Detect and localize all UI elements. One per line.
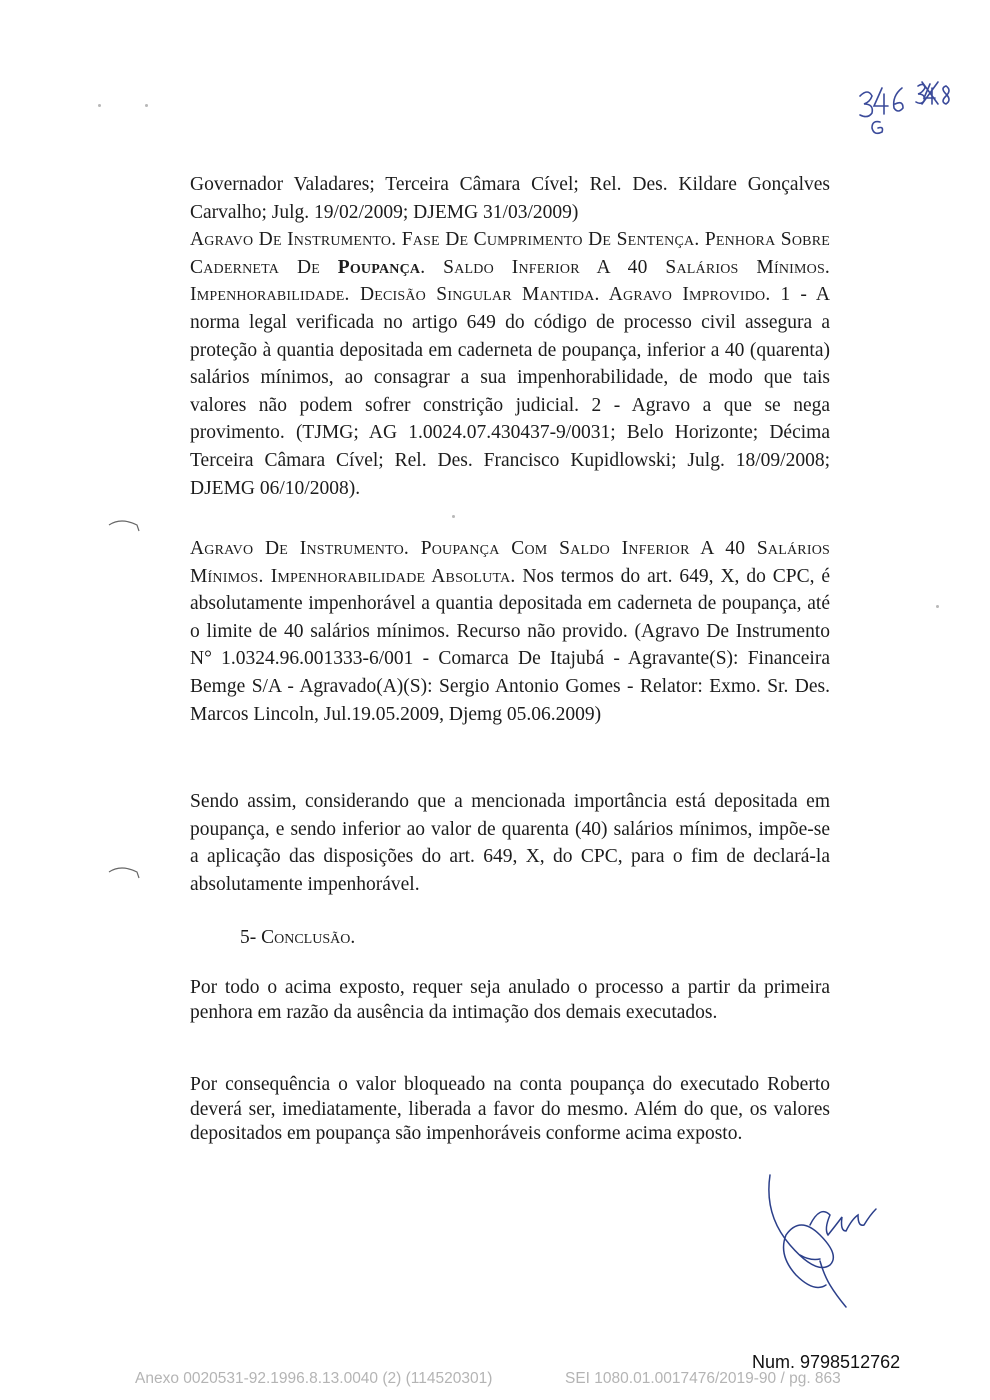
footer-annex-reference: Anexo 0020531-92.1996.8.13.0040 (2) (114520301) <box>135 1370 493 1387</box>
headnote-paragraph <box>190 226 830 502</box>
handwritten-page-number <box>838 78 968 138</box>
jurisprudence-block-1 <box>190 171 830 502</box>
scan-speck <box>936 605 939 608</box>
conclusion-paragraph-1 <box>190 976 830 1025</box>
citation-intro: Governador Valadares; Terceira Câmara Cível; Rel. Des. Kildare Gonçalves Carvalho; Julg. 19/02/2009; DJEMG 31/03/2009) <box>190 174 830 223</box>
paragraph-text: Por todo o acima exposto, requer seja anulado o processo a partir da primeira penhora em razão da ausência da intimação dos demais executados. <box>190 977 830 1023</box>
conclusion-paragraph-2 <box>190 1073 830 1147</box>
document-number: Num. 9798512762 <box>752 1352 901 1372</box>
scan-speck <box>452 515 455 518</box>
jurisprudence-block-2 <box>190 535 830 728</box>
footer-sei-reference: SEI 1080.01.0017476/2019-90 / pg. 863 <box>565 1370 841 1387</box>
paragraph-text: Sendo assim, considerando que a mencionada importância está depositada em poupança, e sendo inferior ao valor de quarenta (40) salários mínimos, impõe-se a aplicação das disposições do art. 649, X, do CPC, para o fim de declará-la absolutamente impenhorável. <box>190 791 830 895</box>
headnote-body: Nos termos do art. 649, X, do CPC, é absolutamente impenhorável a quantia depositada em caderneta de poupança, até o limite de 40 salários mínimos. Recurso não provido. (Agravo De Instrumento N° 1.0324.96.001333-6/001 - Comarca De Itajubá - Agravante(S): Financeira Bemge S/A - Agravado(A)(S): Sergio Antonio Gomes - Relator: Exmo. Sr. Des. Marcos Lincoln, Jul.19.05.2009, Djemg 05.06.2009) <box>190 565 831 725</box>
margin-mark <box>106 862 146 884</box>
headnote-paragraph <box>190 535 830 728</box>
paragraph-text: Por consequência o valor bloqueado na conta poupança do executado Roberto deverá ser, imediatamente, liberada a favor do mesmo. Além do que, os valores depositados em poupança são impenhoráveis conforme acima exposto. <box>190 1074 830 1144</box>
headnote-post: . Saldo Inferior A 40 Salários Mínimos. Impenhorabilidade. Decisão Singular Mantida. Agravo Improvido. <box>190 256 831 306</box>
scan-speck <box>98 104 101 107</box>
section-heading: 5- Conclusão. <box>240 927 356 948</box>
headnote-pre: Agravo De Instrumento. Fase De Cumprimento De Sentença. Penhora Sobre Caderneta De <box>190 229 830 278</box>
argument-paragraph <box>190 788 830 898</box>
margin-mark <box>106 515 146 537</box>
headnote: Agravo De Instrumento. Poupança Com Saldo Inferior A 40 Salários Mínimos. Impenhorabilidade Absoluta. <box>190 538 830 587</box>
headnote-body: 1 - A norma legal verificada no artigo 649 do código de processo civil assegura a proteção à quantia depositada em caderneta de poupança, inferior a 40 (quarenta) salários mínimos, ao consagrar a sua impenhorabilidade, de modo que tais valores não podem sofrer constrição judicial. 2 - Agravo a que se nega provimento. (TJMG; AG 1.0024.07.430437-9/0031; Belo Horizonte; Décima Terceira Câmara Cível; Rel. Des. Francisco Kupidlowski; Julg. 18/09/2008; DJEMG 06/10/2008). <box>190 284 830 499</box>
handwritten-signature <box>760 1165 890 1310</box>
scan-speck <box>145 104 148 107</box>
headnote-bold: Poupança <box>337 256 421 278</box>
